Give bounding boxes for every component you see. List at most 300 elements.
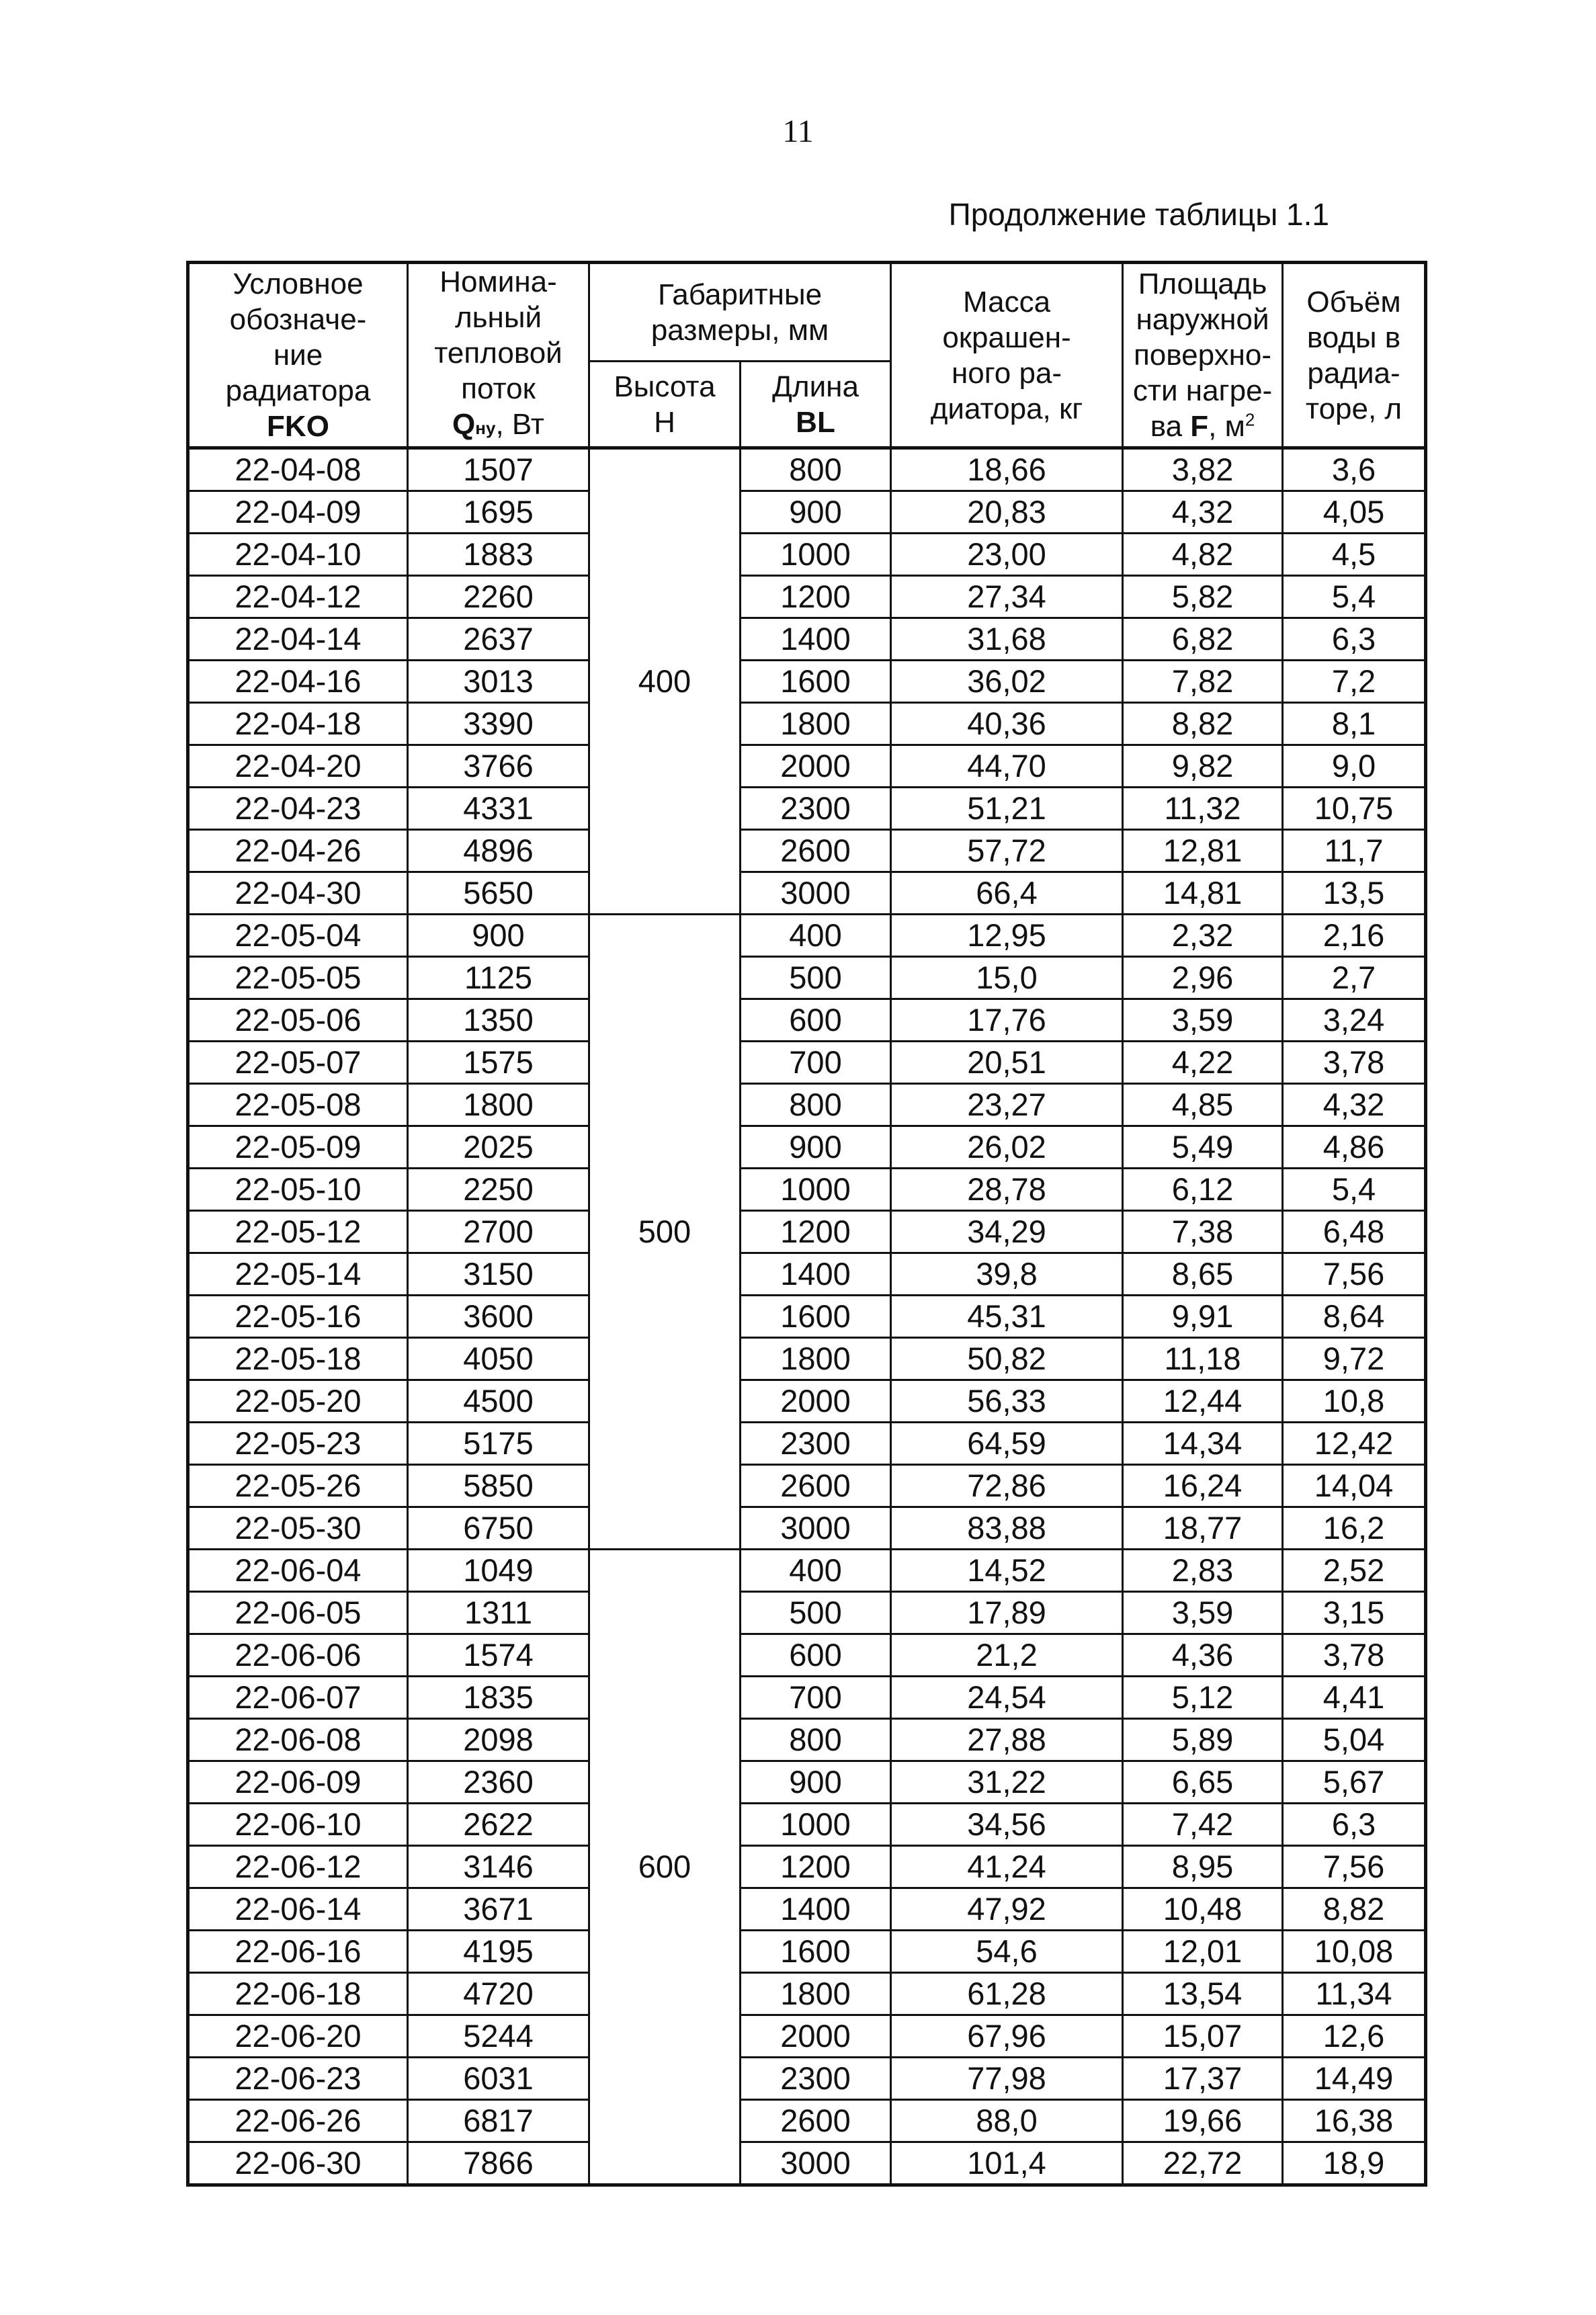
header-heat-flow-label: Номина- льный тепловой поток (434, 265, 562, 405)
cell-heat-flow: 1311 (408, 1592, 589, 1634)
cell-designation: 22-04-12 (188, 576, 408, 618)
cell-designation: 22-04-23 (188, 788, 408, 830)
cell-volume: 5,04 (1283, 1719, 1426, 1761)
cell-volume: 8,82 (1283, 1888, 1426, 1931)
cell-length: 2600 (741, 1465, 891, 1507)
header-length-symbol: BL (796, 405, 835, 439)
cell-heat-flow: 3146 (408, 1846, 589, 1888)
cell-area: 16,24 (1123, 1465, 1283, 1507)
cell-designation: 22-06-06 (188, 1634, 408, 1677)
cell-volume: 3,6 (1283, 448, 1426, 491)
cell-volume: 10,08 (1283, 1931, 1426, 1973)
cell-heat-flow: 4195 (408, 1931, 589, 1973)
cell-mass: 88,0 (891, 2100, 1123, 2142)
cell-length: 1600 (741, 1296, 891, 1338)
cell-volume: 8,1 (1283, 703, 1426, 745)
header-length-label: Длина (772, 370, 859, 403)
cell-heat-flow: 3600 (408, 1296, 589, 1338)
cell-length: 1200 (741, 576, 891, 618)
cell-mass: 27,34 (891, 576, 1123, 618)
cell-mass: 34,29 (891, 1211, 1123, 1253)
cell-length: 1200 (741, 1211, 891, 1253)
table-row (188, 1338, 1426, 1380)
cell-designation: 22-06-04 (188, 1550, 408, 1592)
table-row (188, 1211, 1426, 1253)
table-row (188, 2058, 1426, 2100)
table-header (188, 263, 1426, 448)
cell-mass: 41,24 (891, 1846, 1123, 1888)
header-designation (188, 263, 408, 448)
cell-area: 4,85 (1123, 1084, 1283, 1126)
cell-mass: 26,02 (891, 1126, 1123, 1169)
cell-mass: 24,54 (891, 1677, 1123, 1719)
cell-heat-flow: 6031 (408, 2058, 589, 2100)
cell-heat-flow: 5650 (408, 872, 589, 915)
cell-length: 2600 (741, 830, 891, 872)
cell-heat-flow: 3150 (408, 1253, 589, 1296)
table-row (188, 1931, 1426, 1973)
cell-heat-flow: 1883 (408, 534, 589, 576)
cell-area: 22,72 (1123, 2142, 1283, 2185)
cell-volume: 3,24 (1283, 999, 1426, 1042)
table-row (188, 1804, 1426, 1846)
cell-heat-flow: 4720 (408, 1973, 589, 2015)
cell-volume: 18,9 (1283, 2142, 1426, 2185)
cell-length: 1400 (741, 618, 891, 661)
cell-length: 3000 (741, 1507, 891, 1550)
cell-area: 5,49 (1123, 1126, 1283, 1169)
cell-length: 900 (741, 1126, 891, 1169)
table-row (188, 1888, 1426, 1931)
cell-volume: 7,2 (1283, 661, 1426, 703)
table-row (188, 448, 1426, 491)
cell-area: 12,81 (1123, 830, 1283, 872)
cell-mass: 57,72 (891, 830, 1123, 872)
cell-area: 6,12 (1123, 1169, 1283, 1211)
cell-designation: 22-05-06 (188, 999, 408, 1042)
cell-heat-flow: 3390 (408, 703, 589, 745)
cell-volume: 10,8 (1283, 1380, 1426, 1423)
cell-area: 3,59 (1123, 999, 1283, 1042)
cell-volume: 12,6 (1283, 2015, 1426, 2058)
cell-area: 17,37 (1123, 2058, 1283, 2100)
table-row (188, 957, 1426, 999)
cell-volume: 8,64 (1283, 1296, 1426, 1338)
cell-length: 2000 (741, 1380, 891, 1423)
header-height-label: Высота (614, 370, 716, 403)
cell-area: 15,07 (1123, 2015, 1283, 2058)
cell-mass: 64,59 (891, 1423, 1123, 1465)
header-area-symbol: F (1190, 410, 1209, 443)
cell-volume: 4,86 (1283, 1126, 1426, 1169)
table-row (188, 703, 1426, 745)
cell-mass: 20,83 (891, 491, 1123, 534)
header-heat-flow-symbol: Q (452, 408, 476, 441)
cell-volume: 10,75 (1283, 788, 1426, 830)
cell-designation: 22-04-30 (188, 872, 408, 915)
cell-designation: 22-04-18 (188, 703, 408, 745)
cell-area: 11,18 (1123, 1338, 1283, 1380)
cell-designation: 22-04-10 (188, 534, 408, 576)
cell-length: 700 (741, 1042, 891, 1084)
cell-mass: 67,96 (891, 2015, 1123, 2058)
cell-length: 900 (741, 1761, 891, 1804)
cell-designation: 22-06-10 (188, 1804, 408, 1846)
cell-mass: 17,89 (891, 1592, 1123, 1634)
cell-length: 2300 (741, 788, 891, 830)
table-row (188, 1846, 1426, 1888)
cell-volume: 4,5 (1283, 534, 1426, 576)
table-row (188, 872, 1426, 915)
cell-mass: 31,68 (891, 618, 1123, 661)
cell-mass: 17,76 (891, 999, 1123, 1042)
cell-length: 900 (741, 491, 891, 534)
cell-area: 8,65 (1123, 1253, 1283, 1296)
cell-designation: 22-05-04 (188, 915, 408, 957)
cell-length: 1400 (741, 1888, 891, 1931)
cell-volume: 6,3 (1283, 618, 1426, 661)
cell-heat-flow: 1800 (408, 1084, 589, 1126)
cell-mass: 40,36 (891, 703, 1123, 745)
cell-heat-flow: 4331 (408, 788, 589, 830)
cell-area: 4,36 (1123, 1634, 1283, 1677)
cell-length: 2600 (741, 2100, 891, 2142)
table-row (188, 788, 1426, 830)
cell-area: 9,82 (1123, 745, 1283, 788)
header-length (741, 362, 891, 448)
cell-area: 7,42 (1123, 1804, 1283, 1846)
cell-mass: 72,86 (891, 1465, 1123, 1507)
table-row (188, 2100, 1426, 2142)
cell-designation: 22-05-18 (188, 1338, 408, 1380)
table-row (188, 1677, 1426, 1719)
cell-area: 14,34 (1123, 1423, 1283, 1465)
cell-heat-flow: 6750 (408, 1507, 589, 1550)
cell-length: 400 (741, 1550, 891, 1592)
cell-mass: 66,4 (891, 872, 1123, 915)
cell-heat-flow: 2098 (408, 1719, 589, 1761)
cell-area: 7,82 (1123, 661, 1283, 703)
cell-heat-flow: 2260 (408, 576, 589, 618)
cell-mass: 34,56 (891, 1804, 1123, 1846)
cell-mass: 23,00 (891, 534, 1123, 576)
cell-length: 1600 (741, 661, 891, 703)
cell-mass: 21,2 (891, 1634, 1123, 1677)
cell-designation: 22-04-16 (188, 661, 408, 703)
cell-heat-flow: 1049 (408, 1550, 589, 1592)
cell-volume: 4,41 (1283, 1677, 1426, 1719)
cell-length: 1000 (741, 1169, 891, 1211)
cell-area: 2,32 (1123, 915, 1283, 957)
cell-designation: 22-06-09 (188, 1761, 408, 1804)
radiator-table (186, 261, 1427, 2187)
cell-designation: 22-04-09 (188, 491, 408, 534)
cell-length: 600 (741, 999, 891, 1042)
cell-designation: 22-06-20 (188, 2015, 408, 2058)
cell-heat-flow: 1350 (408, 999, 589, 1042)
cell-heat-flow: 1695 (408, 491, 589, 534)
table-row (188, 999, 1426, 1042)
cell-designation: 22-06-30 (188, 2142, 408, 2185)
cell-area: 8,82 (1123, 703, 1283, 745)
cell-designation: 22-06-23 (188, 2058, 408, 2100)
cell-area: 19,66 (1123, 2100, 1283, 2142)
cell-heat-flow: 5244 (408, 2015, 589, 2058)
cell-designation: 22-04-14 (188, 618, 408, 661)
cell-designation: 22-05-14 (188, 1253, 408, 1296)
cell-designation: 22-06-14 (188, 1888, 408, 1931)
cell-area: 6,82 (1123, 618, 1283, 661)
cell-volume: 11,34 (1283, 1973, 1426, 2015)
cell-mass: 36,02 (891, 661, 1123, 703)
cell-designation: 22-05-12 (188, 1211, 408, 1253)
table-row (188, 1592, 1426, 1634)
cell-length: 800 (741, 448, 891, 491)
cell-length: 1000 (741, 1804, 891, 1846)
cell-volume: 4,32 (1283, 1084, 1426, 1126)
cell-heat-flow: 2637 (408, 618, 589, 661)
cell-length: 2000 (741, 745, 891, 788)
cell-heat-flow: 4050 (408, 1338, 589, 1380)
cell-designation: 22-05-23 (188, 1423, 408, 1465)
table-caption: Продолжение таблицы 1.1 (948, 197, 1329, 232)
cell-heat-flow: 2360 (408, 1761, 589, 1804)
header-heat-flow-unit: , Вт (495, 408, 544, 441)
page-number: 11 (782, 114, 814, 149)
cell-mass: 56,33 (891, 1380, 1123, 1423)
cell-length: 1800 (741, 1973, 891, 2015)
cell-mass: 45,31 (891, 1296, 1123, 1338)
cell-designation: 22-06-08 (188, 1719, 408, 1761)
cell-heat-flow: 900 (408, 915, 589, 957)
header-mass-label: Масса окрашен- ного ра- диатора, кг (930, 285, 1083, 425)
cell-volume: 13,5 (1283, 872, 1426, 915)
cell-area: 7,38 (1123, 1211, 1283, 1253)
cell-area: 14,81 (1123, 872, 1283, 915)
cell-designation: 22-06-18 (188, 1973, 408, 2015)
cell-length: 1800 (741, 703, 891, 745)
cell-designation: 22-05-20 (188, 1380, 408, 1423)
cell-mass: 12,95 (891, 915, 1123, 957)
cell-volume: 5,4 (1283, 576, 1426, 618)
cell-heat-flow: 3671 (408, 1888, 589, 1931)
header-volume (1283, 263, 1426, 448)
cell-mass: 20,51 (891, 1042, 1123, 1084)
cell-heat-flow: 2622 (408, 1804, 589, 1846)
cell-area: 13,54 (1123, 1973, 1283, 2015)
cell-heat-flow: 1835 (408, 1677, 589, 1719)
cell-area: 3,82 (1123, 448, 1283, 491)
cell-length: 500 (741, 957, 891, 999)
cell-area: 5,89 (1123, 1719, 1283, 1761)
table-row (188, 1296, 1426, 1338)
cell-mass: 39,8 (891, 1253, 1123, 1296)
cell-area: 6,65 (1123, 1761, 1283, 1804)
header-designation-label: Условное обозначе- ние радиатора (225, 267, 371, 407)
header-dimensions-label: Габаритные размеры, мм (650, 278, 829, 347)
cell-mass: 51,21 (891, 788, 1123, 830)
table-row (188, 1973, 1426, 2015)
cell-length: 2000 (741, 2015, 891, 2058)
cell-length: 3000 (741, 872, 891, 915)
cell-length: 2300 (741, 1423, 891, 1465)
cell-mass: 27,88 (891, 1719, 1123, 1761)
cell-mass: 18,66 (891, 448, 1123, 491)
header-area-superscript: 2 (1245, 409, 1255, 430)
cell-volume: 2,52 (1283, 1550, 1426, 1592)
table-row (188, 915, 1426, 957)
header-area-unit: , м (1208, 410, 1245, 443)
cell-length: 1400 (741, 1253, 891, 1296)
cell-designation: 22-04-26 (188, 830, 408, 872)
cell-mass: 83,88 (891, 1507, 1123, 1550)
table-row (188, 1169, 1426, 1211)
cell-volume: 14,49 (1283, 2058, 1426, 2100)
cell-area: 5,12 (1123, 1677, 1283, 1719)
table-row (188, 534, 1426, 576)
cell-volume: 3,78 (1283, 1042, 1426, 1084)
cell-heat-flow: 3766 (408, 745, 589, 788)
table-row (188, 491, 1426, 534)
cell-volume: 2,16 (1283, 915, 1426, 957)
cell-volume: 16,38 (1283, 2100, 1426, 2142)
cell-length: 600 (741, 1634, 891, 1677)
cell-designation: 22-05-08 (188, 1084, 408, 1126)
cell-volume: 5,4 (1283, 1169, 1426, 1211)
cell-length: 1200 (741, 1846, 891, 1888)
cell-mass: 77,98 (891, 2058, 1123, 2100)
table-row (188, 1719, 1426, 1761)
cell-mass: 54,6 (891, 1931, 1123, 1973)
cell-volume: 3,15 (1283, 1592, 1426, 1634)
cell-area: 4,32 (1123, 491, 1283, 534)
table-row (188, 2142, 1426, 2185)
table-row (188, 1761, 1426, 1804)
cell-heat-flow: 1507 (408, 448, 589, 491)
table-row (188, 576, 1426, 618)
cell-length: 500 (741, 1592, 891, 1634)
cell-mass: 61,28 (891, 1973, 1123, 2015)
header-volume-label: Объём воды в радиа- торе, л (1305, 285, 1402, 425)
cell-heat-flow: 1125 (408, 957, 589, 999)
cell-mass: 15,0 (891, 957, 1123, 999)
cell-designation: 22-05-16 (188, 1296, 408, 1338)
cell-designation: 22-05-26 (188, 1465, 408, 1507)
cell-height: 600 (589, 1550, 741, 2185)
table-row (188, 1634, 1426, 1677)
cell-mass: 47,92 (891, 1888, 1123, 1931)
cell-height: 400 (589, 448, 741, 915)
cell-length: 700 (741, 1677, 891, 1719)
table-row (188, 1084, 1426, 1126)
table-row (188, 1126, 1426, 1169)
cell-designation: 22-04-08 (188, 448, 408, 491)
table-body (188, 448, 1426, 2185)
table-row (188, 661, 1426, 703)
cell-area: 12,44 (1123, 1380, 1283, 1423)
table-row (188, 2015, 1426, 2058)
table-row (188, 1253, 1426, 1296)
header-designation-code: FKO (267, 410, 329, 443)
cell-volume: 7,56 (1283, 1253, 1426, 1296)
cell-designation: 22-05-30 (188, 1507, 408, 1550)
table-row (188, 1507, 1426, 1550)
cell-mass: 101,4 (891, 2142, 1123, 2185)
cell-mass: 23,27 (891, 1084, 1123, 1126)
cell-area: 11,32 (1123, 788, 1283, 830)
cell-designation: 22-06-07 (188, 1677, 408, 1719)
cell-heat-flow: 2700 (408, 1211, 589, 1253)
cell-volume: 16,2 (1283, 1507, 1426, 1550)
cell-area: 9,91 (1123, 1296, 1283, 1338)
cell-heat-flow: 5175 (408, 1423, 589, 1465)
header-heat-flow (408, 263, 589, 448)
cell-volume: 7,56 (1283, 1846, 1426, 1888)
cell-designation: 22-06-05 (188, 1592, 408, 1634)
cell-volume: 6,48 (1283, 1211, 1426, 1253)
cell-mass: 14,52 (891, 1550, 1123, 1592)
table-row (188, 1042, 1426, 1084)
cell-height: 500 (589, 915, 741, 1550)
table-row (188, 745, 1426, 788)
cell-designation: 22-06-26 (188, 2100, 408, 2142)
table-row (188, 830, 1426, 872)
header-height-symbol: H (654, 405, 675, 439)
cell-volume: 4,05 (1283, 491, 1426, 534)
cell-area: 4,22 (1123, 1042, 1283, 1084)
cell-length: 3000 (741, 2142, 891, 2185)
cell-volume: 14,04 (1283, 1465, 1426, 1507)
cell-volume: 3,78 (1283, 1634, 1426, 1677)
cell-mass: 31,22 (891, 1761, 1123, 1804)
cell-heat-flow: 1575 (408, 1042, 589, 1084)
table-row (188, 1465, 1426, 1507)
cell-volume: 9,0 (1283, 745, 1426, 788)
header-dimensions (589, 263, 891, 362)
cell-heat-flow: 7866 (408, 2142, 589, 2185)
cell-heat-flow: 5850 (408, 1465, 589, 1507)
table-row (188, 1423, 1426, 1465)
table-row (188, 1550, 1426, 1592)
cell-heat-flow: 2025 (408, 1126, 589, 1169)
cell-volume: 11,7 (1283, 830, 1426, 872)
cell-volume: 12,42 (1283, 1423, 1426, 1465)
cell-length: 1600 (741, 1931, 891, 1973)
cell-area: 2,96 (1123, 957, 1283, 999)
cell-area: 5,82 (1123, 576, 1283, 618)
cell-heat-flow: 2250 (408, 1169, 589, 1211)
header-mass (891, 263, 1123, 448)
cell-area: 4,82 (1123, 534, 1283, 576)
cell-volume: 9,72 (1283, 1338, 1426, 1380)
cell-area: 12,01 (1123, 1931, 1283, 1973)
header-height (589, 362, 741, 448)
cell-designation: 22-06-12 (188, 1846, 408, 1888)
header-area (1123, 263, 1283, 448)
cell-mass: 44,70 (891, 745, 1123, 788)
cell-length: 2300 (741, 2058, 891, 2100)
cell-designation: 22-06-16 (188, 1931, 408, 1973)
cell-heat-flow: 6817 (408, 2100, 589, 2142)
cell-heat-flow: 3013 (408, 661, 589, 703)
cell-length: 400 (741, 915, 891, 957)
cell-volume: 6,3 (1283, 1804, 1426, 1846)
header-area-label: Площадь наружной поверхно- сти нагре- ва (1132, 267, 1273, 443)
cell-area: 18,77 (1123, 1507, 1283, 1550)
table-row (188, 1380, 1426, 1423)
cell-length: 1800 (741, 1338, 891, 1380)
cell-length: 1000 (741, 534, 891, 576)
